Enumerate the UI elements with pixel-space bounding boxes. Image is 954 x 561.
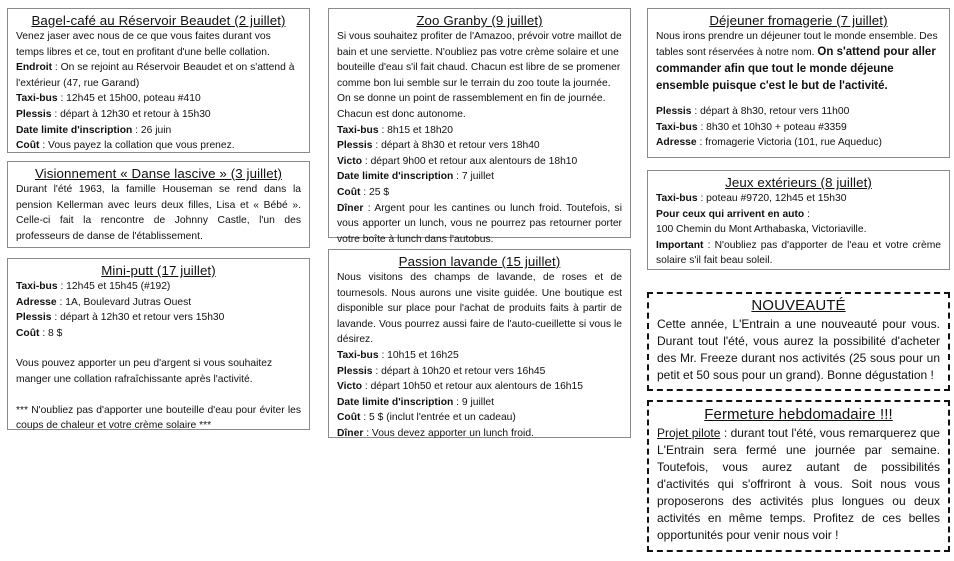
date-limite-label: Date limite d'inscription <box>16 124 133 136</box>
passion-lavande-intro: Nous visitons des champs de lavande, de roses et de tournesols. Nous aurons une visite guidée. Une boutique est disponible sur place pour l'achat de produits faits à partir de lavande. Vous pourrez aussi faire de l'auto-cueillette si vous le désirez. <box>337 272 622 346</box>
cout-label: Coût <box>337 412 361 424</box>
visionnement-card <box>7 161 310 248</box>
zoo-granby-title: Zoo Granby (9 juillet) <box>416 13 543 28</box>
fermeture-text: : durant tout l'été, vous remarquerez que L'Entrain sera fermé une journée par semaine. Toutefois, vous aurez autant de possibilités d'activités qui s'offriront à vous. Soit nous vous proposerons des activités plus longues ou deux activités en même temps. Profitez de ces belles opportunités pour venir nous voir ! <box>657 426 940 542</box>
auto-label: Pour ceux qui arrivent en auto <box>656 208 805 220</box>
projet-pilote-label: Projet pilote <box>657 426 721 440</box>
jeux-adresse: 100 Chemin du Mont Arthabaska, Victoriaville. <box>656 224 867 236</box>
victo-value: : départ 9h00 et retour aux alentours de 18h10 <box>362 155 578 167</box>
taxi-label: Taxi-bus <box>656 193 698 204</box>
adresse-value: : fromagerie Victoria (101, rue Aqueduc) <box>696 137 882 149</box>
adresse-label: Adresse <box>656 137 697 149</box>
taxi-label: Taxi-bus <box>16 93 58 105</box>
mini-putt-title: Mini-putt (17 juillet) <box>101 263 216 278</box>
plessis-value: : départ à 12h30 et retour vers 15h30 <box>51 312 225 324</box>
nouveaute-card <box>647 292 950 391</box>
taxi-label: Taxi-bus <box>337 124 379 136</box>
visionnement-title: Visionnement « Danse lascive » (3 juillet) <box>34 166 283 181</box>
fromagerie-intro-bold: On s'attend pour aller commander afin que tout le monde déjeune ensemble puisque c'est le but de l'activité. <box>656 46 936 92</box>
auto-value: : <box>804 208 810 220</box>
victo-label: Victo <box>337 155 362 167</box>
victo-label: Victo <box>337 381 362 393</box>
important-label: Important <box>656 239 704 251</box>
cout-label: Coût <box>16 140 40 152</box>
jeux-exterieurs-card <box>647 170 950 270</box>
plessis-value: : départ à 12h30 et retour à 15h30 <box>51 108 211 120</box>
jeux-exterieurs-title: Jeux extérieurs (8 juillet) <box>725 175 872 190</box>
taxi-label: Taxi-bus <box>656 121 698 133</box>
passion-lavande-title: Passion lavande (15 juillet) <box>398 254 561 269</box>
plessis-label: Plessis <box>337 365 373 377</box>
taxi-value: : 12h45 et 15h00, poteau #410 <box>57 93 201 105</box>
fromagerie-intro: Nous irons prendre un déjeuner tout le monde ensemble. Des tables sont réservées à notre nom. <box>656 31 938 58</box>
nouveaute-text: Cette année, L'Entrain a une nouveauté pour vous. Durant tout l'été, vous aurez la possibilité d'acheter des Mr. Freeze durant nos activités (25 sous pour un petit et 50 sous pour un grand). Bonne dégustation ! <box>657 317 940 382</box>
important-value: : N'oubliez pas d'apporter de l'eau et votre crème solaire s'il fait beau soleil. <box>656 239 941 267</box>
bagel-cafe-intro: Venez jaser avec nous de ce que vous faites durant vos temps libres et ce, tout en profitant d'une belle collation. <box>16 31 271 58</box>
cout-value: : 8 $ <box>39 327 63 339</box>
bagel-cafe-card <box>7 8 310 153</box>
diner-value: : Vous devez apporter un lunch froid. <box>363 427 534 439</box>
plessis-value: : départ à 8h30, retour vers 11h00 <box>691 106 850 117</box>
plessis-value: : départ à 8h30 et retour vers 18h40 <box>372 140 540 152</box>
date-limite-value: : 26 juin <box>132 124 172 136</box>
date-limite-value: : 9 juillet <box>453 396 494 408</box>
passion-lavande-card <box>328 249 631 438</box>
mini-putt-reminder: *** N'oubliez pas d'apporter une bouteille d'eau pour éviter les coups de chaleur et votre crème solaire *** <box>16 404 301 432</box>
zoo-granby-intro: Si vous souhaitez profiter de l'Amazoo, prévoir votre maillot de bain et une serviette. N'oubliez pas votre crème solaire et une bouteille d'eau s'il fait chaud. Chacun est libre de se promener comme bon lui semble sur le terrain du zoo toute la journée. On se donne un point de rassemblement en fin de journée. Chacun est donc autonome. <box>337 31 622 120</box>
mini-putt-card <box>7 258 310 430</box>
victo-value: : départ 10h50 et retour aux alentours de 16h15 <box>362 381 583 393</box>
taxi-value: : 10h15 et 16h25 <box>378 349 459 361</box>
zoo-granby-card <box>328 8 631 245</box>
date-limite-label: Date limite d'inscription <box>337 171 454 183</box>
diner-value: : Argent pour les cantines ou lunch froid. Toutefois, si vous apporter un lunch, vous ne pourrez pas retourner porter votre boîte à lunch dans l'autobus. <box>337 202 622 245</box>
cout-value: : Vous payez la collation que vous prenez. <box>39 140 235 152</box>
bagel-cafe-title: Bagel-café au Réservoir Beaudet (2 juillet) <box>31 13 286 28</box>
plessis-label: Plessis <box>656 106 692 117</box>
date-limite-value: : 7 juillet <box>453 171 494 183</box>
visionnement-text: Durant l'été 1963, la famille Houseman se rend dans la pension Kellerman avec leurs deux filles, Lisa et « Bébé ». Celle-ci fait la rencontre de Johnny Castle, l'un des professeurs de danse de l'établissement. <box>16 184 301 242</box>
adresse-value: : 1A, Boulevard Jutras Ouest <box>56 296 192 308</box>
plessis-label: Plessis <box>337 140 373 152</box>
mini-putt-note: Vous pouvez apporter un peu d'argent si vous souhaitez manger une collation rafraîchissante après l'activité. <box>16 358 273 385</box>
cout-label: Coût <box>16 327 40 339</box>
taxi-value: : 8h30 et 10h30 + poteau #3359 <box>697 121 847 133</box>
taxi-value: : 8h15 et 18h20 <box>378 124 454 136</box>
nouveaute-title: NOUVEAUTÉ <box>751 297 846 314</box>
dejeuner-fromagerie-card <box>647 8 950 158</box>
cout-value: : 25 $ <box>360 186 390 198</box>
taxi-value: : 12h45 et 15h45 (#192) <box>57 281 171 292</box>
endroit-label: Endroit <box>16 62 53 74</box>
taxi-value: : poteau #9720, 12h45 et 15h30 <box>697 193 847 204</box>
fermeture-title: Fermeture hebdomadaire !!! <box>704 406 893 423</box>
diner-label: Dîner <box>337 427 364 439</box>
plessis-value: : départ à 10h20 et retour vers 16h45 <box>372 365 546 377</box>
cout-value: : 5 $ (inclut l'entrée et un cadeau) <box>360 412 516 424</box>
cout-label: Coût <box>337 186 361 198</box>
taxi-label: Taxi-bus <box>337 349 379 361</box>
plessis-label: Plessis <box>16 312 52 324</box>
fermeture-card <box>647 400 950 552</box>
diner-label: Dîner <box>337 202 364 214</box>
endroit-value: : On se rejoint au Réservoir Beaudet et on s'attend à l'extérieur (47, rue Garand) <box>16 62 295 89</box>
dejeuner-fromagerie-title: Déjeuner fromagerie (7 juillet) <box>709 13 888 28</box>
plessis-label: Plessis <box>16 108 52 120</box>
taxi-label: Taxi-bus <box>16 281 58 292</box>
date-limite-label: Date limite d'inscription <box>337 396 454 408</box>
adresse-label: Adresse <box>16 296 57 308</box>
